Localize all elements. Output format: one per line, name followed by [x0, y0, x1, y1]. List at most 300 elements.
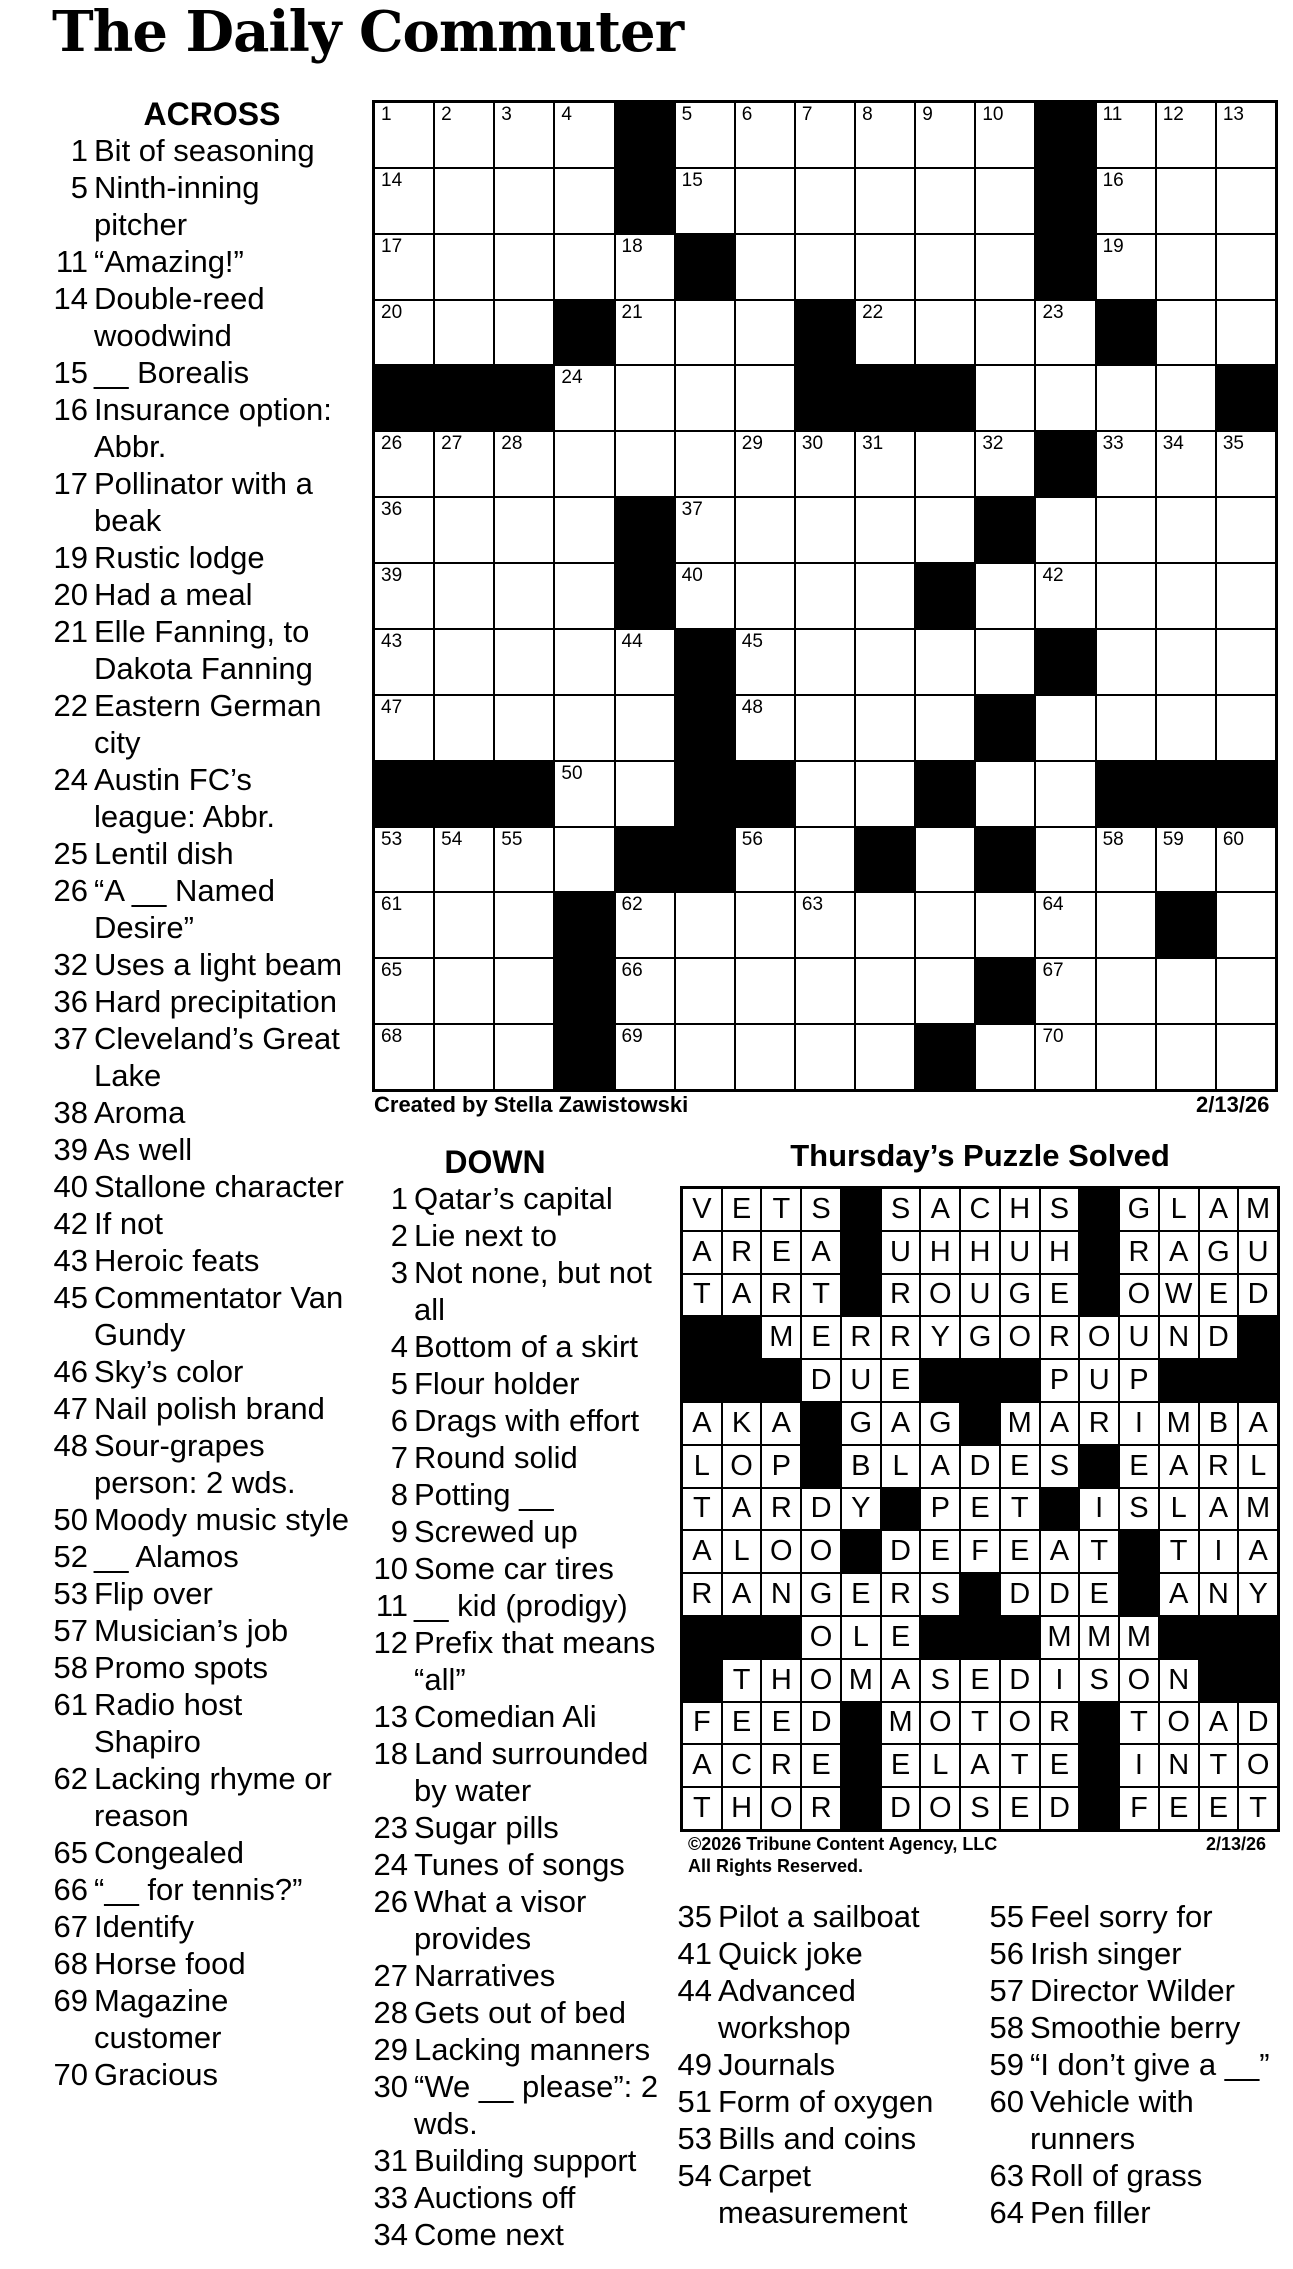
- grid-cell[interactable]: [435, 630, 493, 694]
- grid-cell[interactable]: [676, 301, 734, 365]
- grid-cell[interactable]: [1157, 630, 1215, 694]
- grid-cell[interactable]: [616, 630, 674, 694]
- grid-cell[interactable]: [916, 630, 974, 694]
- clue-number: 64: [989, 2195, 1024, 2230]
- solution-cell: T: [683, 1788, 721, 1829]
- grid-cell[interactable]: [555, 169, 613, 233]
- grid-cell[interactable]: [1097, 1025, 1155, 1089]
- solution-cell: N: [1160, 1660, 1198, 1701]
- grid-cell[interactable]: [976, 103, 1034, 167]
- grid-cell[interactable]: [555, 103, 613, 167]
- cell-number: 36: [381, 499, 403, 521]
- grid-cell[interactable]: [1157, 366, 1215, 430]
- grid-cell[interactable]: [1157, 828, 1215, 892]
- solution-cell: F: [683, 1703, 721, 1744]
- grid-cell[interactable]: [976, 432, 1034, 496]
- clue-item: [52, 354, 352, 391]
- solution-cell: O: [1239, 1745, 1277, 1786]
- grid-cell[interactable]: [796, 103, 854, 167]
- grid-cell[interactable]: [856, 630, 914, 694]
- grid-cell[interactable]: [916, 893, 974, 957]
- grid-cell[interactable]: [1036, 564, 1094, 628]
- grid-cell[interactable]: [676, 432, 734, 496]
- solution-cell: H: [1001, 1189, 1039, 1230]
- grid-cell[interactable]: [1036, 828, 1094, 892]
- solution-cell: L: [1239, 1446, 1277, 1487]
- solution-cell: Y: [921, 1317, 959, 1358]
- solution-block: [842, 1531, 880, 1572]
- cell-number: 1: [381, 104, 392, 125]
- grid-cell[interactable]: [736, 103, 794, 167]
- solution-cell: T: [1120, 1703, 1158, 1744]
- grid-cell[interactable]: [1097, 893, 1155, 957]
- clue-text: Pen filler: [1030, 2195, 1151, 2230]
- clue-number: 58: [989, 2010, 1024, 2045]
- grid-cell[interactable]: [976, 762, 1034, 826]
- grid-cell[interactable]: [495, 498, 553, 562]
- cell-number: 4: [561, 104, 572, 125]
- grid-cell[interactable]: [1217, 498, 1275, 562]
- solution-cell: E: [1001, 1788, 1039, 1829]
- grid-cell[interactable]: [1217, 432, 1275, 496]
- grid-cell[interactable]: [976, 366, 1034, 430]
- cell-number: 14: [381, 169, 403, 191]
- grid-cell[interactable]: [435, 893, 493, 957]
- grid-cell[interactable]: [736, 630, 794, 694]
- grid-cell[interactable]: [796, 1025, 854, 1089]
- solution-cell: S: [1120, 1489, 1158, 1530]
- grid-cell[interactable]: [1217, 828, 1275, 892]
- grid-cell[interactable]: [976, 235, 1034, 299]
- grid-cell[interactable]: [555, 235, 613, 299]
- grid-cell[interactable]: [1036, 498, 1094, 562]
- grid-cell[interactable]: [495, 432, 553, 496]
- grid-cell[interactable]: [1036, 301, 1094, 365]
- grid-cell[interactable]: [856, 762, 914, 826]
- grid-cell[interactable]: [736, 696, 794, 760]
- solution-block: [762, 1360, 800, 1401]
- grid-cell[interactable]: [976, 301, 1034, 365]
- clue-item: [52, 1834, 352, 1871]
- grid-cell[interactable]: [916, 103, 974, 167]
- solution-cell: M: [1080, 1617, 1118, 1658]
- grid-cell[interactable]: [1217, 696, 1275, 760]
- grid-cell[interactable]: [916, 301, 974, 365]
- clue-item: [370, 2068, 660, 2142]
- grid-cell[interactable]: [1097, 630, 1155, 694]
- grid-cell[interactable]: [856, 432, 914, 496]
- clue-text: Roll of grass: [1030, 2158, 1203, 2193]
- clue-text: Sour-grapes person: 2 wds.: [94, 1428, 296, 1500]
- grid-cell[interactable]: [1217, 630, 1275, 694]
- grid-cell[interactable]: [435, 1025, 493, 1089]
- grid-cell[interactable]: [1036, 696, 1094, 760]
- grid-cell[interactable]: [976, 169, 1034, 233]
- clue-text: Moody music style: [94, 1502, 349, 1537]
- grid-cell[interactable]: [1097, 696, 1155, 760]
- grid-block: [916, 366, 974, 430]
- grid-cell[interactable]: [375, 893, 433, 957]
- solution-cell: T: [683, 1275, 721, 1316]
- solution-cell: M: [1120, 1617, 1158, 1658]
- grid-cell[interactable]: [1097, 235, 1155, 299]
- puzzle-credit: Created by Stella Zawistowski: [374, 1092, 689, 1117]
- grid-cell[interactable]: [495, 235, 553, 299]
- grid-block: [1036, 432, 1094, 496]
- solution-cell: E: [723, 1703, 761, 1744]
- grid-cell[interactable]: [1217, 169, 1275, 233]
- solution-cell: B: [842, 1446, 880, 1487]
- cell-number: 40: [681, 565, 703, 587]
- grid-cell[interactable]: [916, 432, 974, 496]
- solution-cell: A: [1041, 1531, 1079, 1572]
- grid-cell[interactable]: [796, 828, 854, 892]
- grid-cell[interactable]: [736, 893, 794, 957]
- grid-cell[interactable]: [796, 959, 854, 1023]
- solution-block: [842, 1189, 880, 1230]
- clue-text: Not none, but not all: [414, 1255, 652, 1327]
- grid-cell[interactable]: [1157, 235, 1215, 299]
- solution-cell: E: [762, 1232, 800, 1273]
- grid-cell[interactable]: [435, 696, 493, 760]
- across-clue-list: [52, 132, 352, 2093]
- grid-cell[interactable]: [796, 498, 854, 562]
- grid-cell[interactable]: [375, 959, 433, 1023]
- solution-cell: D: [1001, 1574, 1039, 1615]
- grid-cell[interactable]: [736, 1025, 794, 1089]
- grid-block: [976, 959, 1034, 1023]
- grid-cell[interactable]: [976, 893, 1034, 957]
- grid-cell[interactable]: [1036, 893, 1094, 957]
- grid-block: [676, 828, 734, 892]
- grid-cell[interactable]: [616, 1025, 674, 1089]
- grid-cell[interactable]: [495, 828, 553, 892]
- solution-cell: E: [802, 1317, 840, 1358]
- clue-item: [52, 1575, 352, 1612]
- clue-number: 25: [53, 836, 88, 871]
- solution-cell: P: [1041, 1360, 1079, 1401]
- grid-cell[interactable]: [796, 696, 854, 760]
- solution-cell: U: [961, 1275, 999, 1316]
- cell-number: 33: [1102, 433, 1124, 455]
- solution-cell: A: [1041, 1403, 1079, 1444]
- grid-cell[interactable]: [495, 564, 553, 628]
- grid-cell[interactable]: [676, 498, 734, 562]
- grid-cell[interactable]: [1097, 103, 1155, 167]
- grid-cell[interactable]: [1097, 432, 1155, 496]
- grid-cell[interactable]: [375, 235, 433, 299]
- solution-cell: M: [1041, 1617, 1079, 1658]
- clue-text: Magazine customer: [94, 1983, 229, 2055]
- solution-cell: D: [882, 1788, 920, 1829]
- grid-block: [916, 1025, 974, 1089]
- clue-item: [52, 687, 352, 761]
- solution-cell: A: [762, 1403, 800, 1444]
- clue-text: What a visor provides: [414, 1884, 587, 1956]
- grid-cell[interactable]: [495, 103, 553, 167]
- grid-cell[interactable]: [616, 366, 674, 430]
- grid-cell[interactable]: [976, 564, 1034, 628]
- grid-cell[interactable]: [555, 366, 613, 430]
- grid-cell[interactable]: [375, 630, 433, 694]
- grid-cell[interactable]: [435, 432, 493, 496]
- grid-cell[interactable]: [1097, 828, 1155, 892]
- grid-cell[interactable]: [435, 564, 493, 628]
- grid-cell[interactable]: [856, 301, 914, 365]
- cell-number: 58: [1102, 828, 1124, 850]
- clue-item: [52, 1945, 352, 1982]
- grid-cell[interactable]: [1157, 301, 1215, 365]
- clue-item: [986, 2009, 1286, 2046]
- grid-cell[interactable]: [435, 828, 493, 892]
- grid-cell[interactable]: [736, 366, 794, 430]
- grid-cell[interactable]: [555, 564, 613, 628]
- grid-cell[interactable]: [495, 959, 553, 1023]
- solution-cell: O: [1160, 1703, 1198, 1744]
- grid-cell[interactable]: [676, 103, 734, 167]
- clue-number: 1: [70, 133, 88, 168]
- grid-cell[interactable]: [616, 696, 674, 760]
- clue-item: [370, 1624, 660, 1698]
- grid-cell[interactable]: [1217, 235, 1275, 299]
- solution-cell: R: [882, 1317, 920, 1358]
- grid-cell[interactable]: [1157, 169, 1215, 233]
- clue-item: [52, 1686, 352, 1760]
- clue-item: [52, 539, 352, 576]
- grid-cell[interactable]: [796, 235, 854, 299]
- grid-cell[interactable]: [435, 169, 493, 233]
- cell-number: 56: [741, 828, 763, 850]
- grid-cell[interactable]: [1036, 1025, 1094, 1089]
- grid-cell[interactable]: [1097, 169, 1155, 233]
- solution-cell: B: [1200, 1403, 1238, 1444]
- grid-cell[interactable]: [375, 828, 433, 892]
- grid-cell[interactable]: [856, 696, 914, 760]
- grid-cell[interactable]: [1036, 762, 1094, 826]
- grid-cell[interactable]: [616, 432, 674, 496]
- grid-cell[interactable]: [616, 235, 674, 299]
- clue-number: 59: [989, 2047, 1024, 2082]
- grid-cell[interactable]: [435, 959, 493, 1023]
- solution-cell: C: [723, 1745, 761, 1786]
- grid-cell[interactable]: [1217, 103, 1275, 167]
- grid-block: [555, 959, 613, 1023]
- grid-cell[interactable]: [1036, 366, 1094, 430]
- grid-cell[interactable]: [916, 828, 974, 892]
- grid-cell[interactable]: [1217, 959, 1275, 1023]
- grid-cell[interactable]: [736, 828, 794, 892]
- solution-cell: A: [683, 1403, 721, 1444]
- grid-cell[interactable]: [856, 169, 914, 233]
- grid-block: [1217, 366, 1275, 430]
- solution-cell: E: [1001, 1446, 1039, 1487]
- clue-item: [986, 1972, 1286, 2009]
- grid-cell[interactable]: [676, 959, 734, 1023]
- grid-cell[interactable]: [676, 893, 734, 957]
- clue-number: 24: [53, 762, 88, 797]
- solution-block: [842, 1275, 880, 1316]
- clue-text: __ Alamos: [94, 1539, 239, 1574]
- grid-cell[interactable]: [1097, 564, 1155, 628]
- grid-cell[interactable]: [375, 169, 433, 233]
- grid-cell[interactable]: [736, 301, 794, 365]
- solution-block: [683, 1360, 721, 1401]
- clue-item: [370, 1809, 660, 1846]
- grid-cell[interactable]: [856, 1025, 914, 1089]
- grid-cell[interactable]: [495, 893, 553, 957]
- solution-cell: A: [1200, 1189, 1238, 1230]
- grid-cell[interactable]: [856, 498, 914, 562]
- grid-cell[interactable]: [616, 762, 674, 826]
- grid-cell[interactable]: [796, 432, 854, 496]
- grid-cell[interactable]: [616, 959, 674, 1023]
- solution-cell: K: [723, 1403, 761, 1444]
- grid-block: [1036, 235, 1094, 299]
- clue-item: [370, 1698, 660, 1735]
- solution-cell: S: [1080, 1660, 1118, 1701]
- grid-cell[interactable]: [1157, 564, 1215, 628]
- grid-cell[interactable]: [736, 432, 794, 496]
- solution-cell: D: [882, 1531, 920, 1572]
- grid-cell[interactable]: [435, 103, 493, 167]
- grid-cell[interactable]: [856, 564, 914, 628]
- grid-cell[interactable]: [676, 1025, 734, 1089]
- grid-cell[interactable]: [1157, 959, 1215, 1023]
- clue-number: 21: [53, 614, 88, 649]
- grid-cell[interactable]: [916, 169, 974, 233]
- grid-cell[interactable]: [1157, 1025, 1215, 1089]
- solution-cell: U: [1120, 1317, 1158, 1358]
- grid-cell[interactable]: [375, 103, 433, 167]
- grid-cell[interactable]: [796, 564, 854, 628]
- grid-cell[interactable]: [555, 432, 613, 496]
- grid-cell[interactable]: [856, 959, 914, 1023]
- grid-cell[interactable]: [1036, 959, 1094, 1023]
- grid-cell[interactable]: [1097, 959, 1155, 1023]
- solution-cell: T: [1239, 1788, 1277, 1829]
- clue-text: Commentator Van Gundy: [94, 1280, 344, 1352]
- clue-item: [52, 1242, 352, 1279]
- grid-cell[interactable]: [856, 893, 914, 957]
- grid-block: [676, 630, 734, 694]
- grid-cell[interactable]: [796, 893, 854, 957]
- grid-cell[interactable]: [676, 366, 734, 430]
- grid-cell[interactable]: [1217, 564, 1275, 628]
- clue-text: Form of oxygen: [718, 2084, 934, 2119]
- grid-cell[interactable]: [1157, 103, 1215, 167]
- grid-cell[interactable]: [1157, 498, 1215, 562]
- grid-cell[interactable]: [375, 498, 433, 562]
- grid-cell[interactable]: [1097, 498, 1155, 562]
- grid-cell[interactable]: [495, 630, 553, 694]
- clue-text: Narratives: [414, 1958, 556, 1993]
- grid-cell[interactable]: [736, 959, 794, 1023]
- clue-number: 37: [53, 1021, 88, 1056]
- grid-cell[interactable]: [616, 893, 674, 957]
- grid-cell[interactable]: [1217, 301, 1275, 365]
- clue-text: Hard precipitation: [94, 984, 337, 1019]
- grid-cell[interactable]: [435, 235, 493, 299]
- solution-cell: R: [1041, 1317, 1079, 1358]
- clue-item: [52, 1131, 352, 1168]
- grid-cell[interactable]: [375, 1025, 433, 1089]
- solution-cell: M: [1001, 1403, 1039, 1444]
- grid-cell[interactable]: [495, 1025, 553, 1089]
- solution-block: [842, 1703, 880, 1744]
- grid-cell[interactable]: [555, 630, 613, 694]
- grid-cell[interactable]: [435, 301, 493, 365]
- clue-item: [52, 1094, 352, 1131]
- grid-cell[interactable]: [856, 103, 914, 167]
- clue-number: 52: [53, 1539, 88, 1574]
- solution-block: [1080, 1446, 1118, 1487]
- clue-item: [52, 946, 352, 983]
- grid-cell[interactable]: [916, 696, 974, 760]
- grid-cell[interactable]: [1097, 366, 1155, 430]
- grid-cell[interactable]: [736, 564, 794, 628]
- grid-cell[interactable]: [796, 169, 854, 233]
- clue-item: [52, 1168, 352, 1205]
- grid-cell[interactable]: [495, 169, 553, 233]
- solution-cell: F: [1120, 1788, 1158, 1829]
- cell-number: 10: [982, 104, 1004, 125]
- grid-cell[interactable]: [916, 498, 974, 562]
- grid-cell[interactable]: [555, 828, 613, 892]
- solution-block: [683, 1660, 721, 1701]
- grid-cell[interactable]: [976, 1025, 1034, 1089]
- newspaper-title: The Daily Commuter: [52, 0, 684, 65]
- grid-cell[interactable]: [495, 696, 553, 760]
- grid-cell[interactable]: [1157, 696, 1215, 760]
- grid-cell[interactable]: [736, 169, 794, 233]
- cell-number: 69: [621, 1026, 643, 1048]
- grid-cell[interactable]: [676, 169, 734, 233]
- solution-cell: D: [1239, 1703, 1277, 1744]
- grid-cell[interactable]: [1157, 432, 1215, 496]
- solution-cell: L: [723, 1531, 761, 1572]
- grid-cell[interactable]: [916, 235, 974, 299]
- grid-cell[interactable]: [1217, 1025, 1275, 1089]
- grid-cell[interactable]: [375, 564, 433, 628]
- cell-number: 43: [381, 630, 403, 652]
- grid-cell[interactable]: [736, 235, 794, 299]
- grid-cell[interactable]: [736, 498, 794, 562]
- solution-cell: A: [921, 1189, 959, 1230]
- grid-cell[interactable]: [916, 959, 974, 1023]
- grid-cell[interactable]: [1217, 893, 1275, 957]
- grid-cell[interactable]: [616, 301, 674, 365]
- grid-cell[interactable]: [375, 696, 433, 760]
- grid-cell[interactable]: [856, 235, 914, 299]
- grid-cell[interactable]: [435, 498, 493, 562]
- grid-cell[interactable]: [796, 630, 854, 694]
- grid-cell[interactable]: [555, 696, 613, 760]
- grid-cell[interactable]: [495, 301, 553, 365]
- clue-text: Congealed: [94, 1835, 244, 1870]
- grid-cell[interactable]: [375, 432, 433, 496]
- solution-cell: R: [882, 1574, 920, 1615]
- clue-text: __ Borealis: [94, 355, 250, 390]
- solution-cell: M: [1160, 1403, 1198, 1444]
- grid-cell[interactable]: [796, 762, 854, 826]
- grid-cell[interactable]: [555, 762, 613, 826]
- grid-cell[interactable]: [375, 301, 433, 365]
- grid-cell[interactable]: [976, 630, 1034, 694]
- solution-cell: A: [683, 1745, 721, 1786]
- grid-cell[interactable]: [676, 564, 734, 628]
- grid-cell[interactable]: [555, 498, 613, 562]
- cell-number: 30: [801, 433, 824, 455]
